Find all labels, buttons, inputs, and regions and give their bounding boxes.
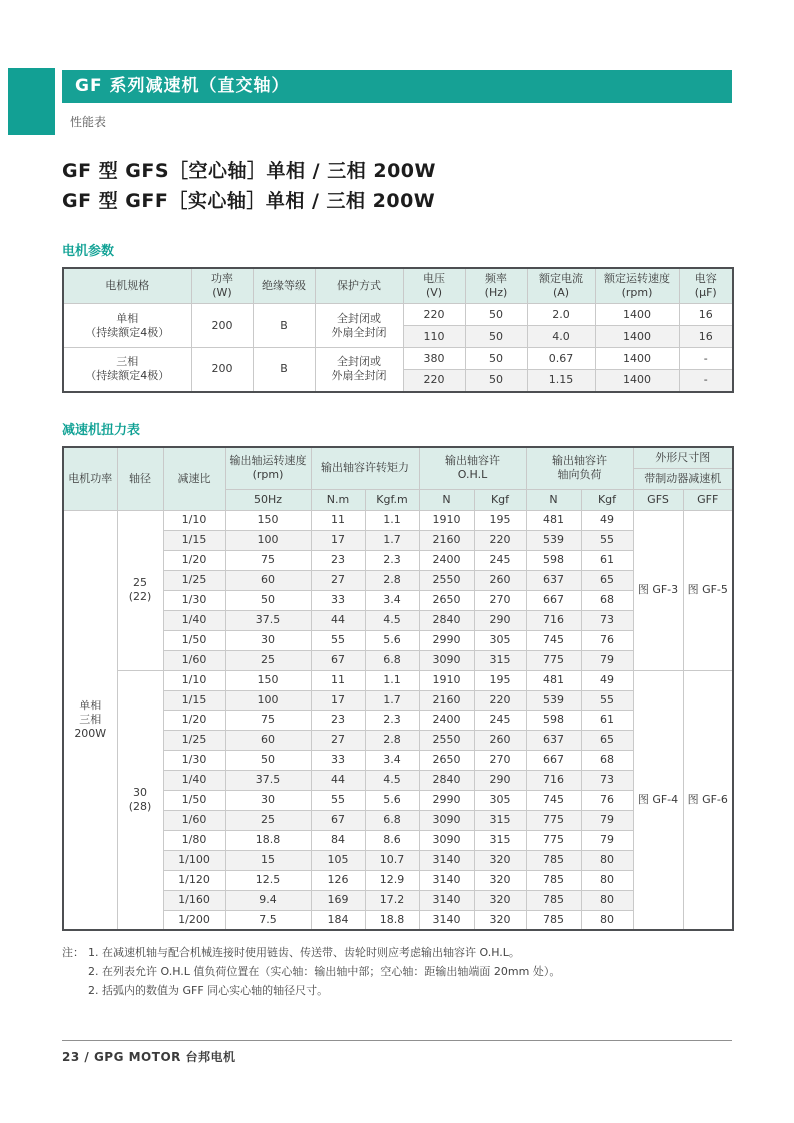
table-row (63, 870, 733, 890)
table-cell: 79 (581, 830, 633, 850)
table-cell: 320 (474, 870, 526, 890)
table-cell: 65 (581, 570, 633, 590)
table-row (63, 830, 733, 850)
table-cell: 481 (526, 670, 581, 690)
table-cell: 2990 (419, 790, 474, 810)
table-cell: 25 (225, 650, 311, 670)
table-cell: 73 (581, 770, 633, 790)
table-cell: 68 (581, 750, 633, 770)
column-header: 额定电流 (A) (527, 268, 595, 304)
table-cell: 4.5 (365, 770, 419, 790)
column-header: 额定运转速度 (rpm) (595, 268, 679, 304)
column-header: 功率 (W) (191, 268, 253, 304)
table-cell: 12.5 (225, 870, 311, 890)
unit-header-axial-n: N (526, 489, 581, 510)
table-cell: 3090 (419, 810, 474, 830)
unit-header-gfs: GFS (633, 489, 683, 510)
protection-cell: 全封闭或 外扇全封闭 (315, 348, 403, 392)
table-cell: 4.0 (527, 326, 595, 348)
column-header-allowable-torque: 输出轴容许转矩力 (311, 447, 419, 490)
motor-params-header-row (63, 268, 733, 304)
table-cell: 55 (311, 630, 365, 650)
table-cell: 290 (474, 770, 526, 790)
table-cell: 49 (581, 510, 633, 530)
table-cell: 785 (526, 910, 581, 930)
table-cell: 1400 (595, 370, 679, 392)
table-cell: 44 (311, 610, 365, 630)
table-cell: 50 (465, 326, 527, 348)
table-row (63, 510, 733, 530)
table-row (63, 710, 733, 730)
table-cell: 37.5 (225, 770, 311, 790)
page-footer (62, 1040, 732, 1065)
table-cell: 1.1 (365, 670, 419, 690)
table-cell: 1/50 (163, 790, 225, 810)
table-cell: 1/10 (163, 510, 225, 530)
table-cell: 320 (474, 850, 526, 870)
table-cell: 598 (526, 550, 581, 570)
table-cell: 68 (581, 590, 633, 610)
column-header: 频率 (Hz) (465, 268, 527, 304)
table-cell: 245 (474, 710, 526, 730)
table-cell: 2.3 (365, 550, 419, 570)
table-cell: 195 (474, 510, 526, 530)
table-row (63, 890, 733, 910)
table-cell: 775 (526, 830, 581, 850)
table-cell: 305 (474, 630, 526, 650)
table-cell: 2550 (419, 730, 474, 750)
table-row (63, 590, 733, 610)
table-cell: 27 (311, 570, 365, 590)
table-cell: 320 (474, 890, 526, 910)
table-cell: 30 (225, 790, 311, 810)
table-row (63, 530, 733, 550)
table-cell: 67 (311, 650, 365, 670)
table-cell: 0.67 (527, 348, 595, 370)
unit-header-gff: GFF (683, 489, 733, 510)
table-cell: 2160 (419, 690, 474, 710)
table-cell: 1/10 (163, 670, 225, 690)
notes (62, 943, 732, 1000)
column-header: 电容 (μF) (679, 268, 733, 304)
torque-table (62, 446, 734, 932)
product-title-gfs: GF 型 GFS［空心轴］单相 / 三相 200W (62, 160, 436, 182)
table-cell: 17 (311, 690, 365, 710)
table-cell: 1910 (419, 510, 474, 530)
table-cell: - (679, 348, 733, 370)
table-cell: 3090 (419, 650, 474, 670)
table-cell: 3140 (419, 850, 474, 870)
note-item: 2. 括弧内的数值为 GFF 同心实心轴的轴径尺寸。 (88, 984, 329, 997)
table-cell: 80 (581, 890, 633, 910)
table-cell: 315 (474, 830, 526, 850)
page-title-bar (62, 70, 732, 103)
table-cell: 1/50 (163, 630, 225, 650)
table-cell: 169 (311, 890, 365, 910)
table-cell: 1.7 (365, 530, 419, 550)
table-cell: 2400 (419, 550, 474, 570)
section-title-motor-params: 电机参数 (62, 244, 115, 259)
table-row (63, 810, 733, 830)
table-cell: 220 (474, 690, 526, 710)
table-cell: 126 (311, 870, 365, 890)
table-cell: 16 (679, 326, 733, 348)
table-cell: 17 (311, 530, 365, 550)
table-cell: 1/40 (163, 610, 225, 630)
table-cell: 195 (474, 670, 526, 690)
table-cell: 100 (225, 530, 311, 550)
table-cell: 1/120 (163, 870, 225, 890)
table-cell: 1.15 (527, 370, 595, 392)
table-cell: 3140 (419, 870, 474, 890)
table-cell: 1/60 (163, 650, 225, 670)
table-cell: 67 (311, 810, 365, 830)
insulation-cell: B (253, 304, 315, 348)
power-cell: 200 (191, 348, 253, 392)
table-cell: 49 (581, 670, 633, 690)
table-cell: 1.7 (365, 690, 419, 710)
page-number: 23 / GPG MOTOR 台邦电机 (62, 1050, 236, 1064)
table-cell: 1/20 (163, 710, 225, 730)
column-header: 电压 (V) (403, 268, 465, 304)
table-cell: 785 (526, 870, 581, 890)
table-cell: 637 (526, 730, 581, 750)
table-cell: 6.8 (365, 650, 419, 670)
product-title-gff: GF 型 GFF［实心轴］单相 / 三相 200W (62, 190, 436, 212)
table-cell: 1/25 (163, 570, 225, 590)
table-cell: 2.3 (365, 710, 419, 730)
table-cell: 33 (311, 750, 365, 770)
table-cell: 2840 (419, 610, 474, 630)
table-cell: 33 (311, 590, 365, 610)
table-cell: 27 (311, 730, 365, 750)
product-titles (62, 156, 732, 216)
table-row (63, 348, 733, 370)
figure-gff-cell: 图 GF-6 (683, 670, 733, 930)
table-cell: 1/60 (163, 810, 225, 830)
motor-params-table (62, 267, 734, 393)
table-cell: 50 (465, 348, 527, 370)
table-row (63, 850, 733, 870)
table-row (63, 750, 733, 770)
subtitle: 性能表 (70, 115, 107, 129)
table-cell: 50 (225, 590, 311, 610)
table-cell: 637 (526, 570, 581, 590)
table-cell: 1/40 (163, 770, 225, 790)
table-cell: 80 (581, 850, 633, 870)
table-row (63, 550, 733, 570)
shaft-diameter-cell: 30 (28) (117, 670, 163, 930)
table-cell: 1910 (419, 670, 474, 690)
table-cell: 23 (311, 710, 365, 730)
torque-header-row-1 (63, 447, 733, 469)
table-cell: 716 (526, 770, 581, 790)
column-header: 保护方式 (315, 268, 403, 304)
footer-divider (62, 1040, 732, 1041)
table-cell: 2840 (419, 770, 474, 790)
motor-spec-cell: 三相 （持续额定4极） (63, 348, 191, 392)
table-cell: 61 (581, 710, 633, 730)
table-cell: 11 (311, 510, 365, 530)
table-cell: 37.5 (225, 610, 311, 630)
table-cell: 84 (311, 830, 365, 850)
table-cell: - (679, 370, 733, 392)
table-cell: 598 (526, 710, 581, 730)
table-cell: 18.8 (225, 830, 311, 850)
table-cell: 745 (526, 790, 581, 810)
table-cell: 2160 (419, 530, 474, 550)
table-cell: 539 (526, 690, 581, 710)
unit-header-kgfm: Kgf.m (365, 489, 419, 510)
table-cell: 260 (474, 730, 526, 750)
table-cell: 2.0 (527, 304, 595, 326)
table-cell: 61 (581, 550, 633, 570)
table-cell: 3.4 (365, 750, 419, 770)
unit-header-nm: N.m (311, 489, 365, 510)
page-title: GF 系列减速机（直交轴） (75, 76, 290, 96)
table-cell: 17.2 (365, 890, 419, 910)
table-cell: 245 (474, 550, 526, 570)
table-row (63, 570, 733, 590)
table-cell: 1/160 (163, 890, 225, 910)
table-cell: 1400 (595, 304, 679, 326)
table-cell: 260 (474, 570, 526, 590)
table-cell: 2.8 (365, 730, 419, 750)
table-cell: 75 (225, 550, 311, 570)
column-header-axial-load: 输出轴容许 轴向负荷 (526, 447, 633, 490)
section-title-torque: 减速机扭力表 (62, 422, 141, 438)
table-cell: 667 (526, 750, 581, 770)
table-cell: 150 (225, 510, 311, 530)
table-cell: 1/30 (163, 590, 225, 610)
table-cell: 44 (311, 770, 365, 790)
table-cell: 785 (526, 850, 581, 870)
table-row (63, 770, 733, 790)
shaft-diameter-cell: 25 (22) (117, 510, 163, 670)
table-cell: 220 (403, 370, 465, 392)
unit-header-ohl-kgf: Kgf (474, 489, 526, 510)
table-cell: 2400 (419, 710, 474, 730)
column-header: 绝缘等级 (253, 268, 315, 304)
table-cell: 1400 (595, 326, 679, 348)
table-row (63, 690, 733, 710)
table-cell: 23 (311, 550, 365, 570)
table-row (63, 790, 733, 810)
figure-gff-cell: 图 GF-5 (683, 510, 733, 670)
table-cell: 1/100 (163, 850, 225, 870)
table-cell: 18.8 (365, 910, 419, 930)
notes-prefix: 注： (62, 946, 84, 959)
table-cell: 76 (581, 630, 633, 650)
table-row (63, 730, 733, 750)
table-cell: 79 (581, 810, 633, 830)
column-header-shaft-dia: 轴径 (117, 447, 163, 511)
table-cell: 3140 (419, 910, 474, 930)
figure-gfs-cell: 图 GF-4 (633, 670, 683, 930)
insulation-cell: B (253, 348, 315, 392)
table-cell: 105 (311, 850, 365, 870)
table-cell: 1.1 (365, 510, 419, 530)
table-cell: 2550 (419, 570, 474, 590)
table-cell: 80 (581, 870, 633, 890)
table-cell: 315 (474, 650, 526, 670)
table-cell: 110 (403, 326, 465, 348)
table-row (63, 650, 733, 670)
table-cell: 5.6 (365, 790, 419, 810)
table-cell: 65 (581, 730, 633, 750)
left-accent-block (8, 68, 55, 135)
table-cell: 184 (311, 910, 365, 930)
column-header-dimension-figure: 外形尺寸图 (633, 447, 733, 469)
table-cell: 76 (581, 790, 633, 810)
table-cell: 9.4 (225, 890, 311, 910)
unit-header-axial-kgf: Kgf (581, 489, 633, 510)
table-cell: 79 (581, 650, 633, 670)
table-cell: 2990 (419, 630, 474, 650)
table-cell: 5.6 (365, 630, 419, 650)
table-cell: 100 (225, 690, 311, 710)
table-cell: 3.4 (365, 590, 419, 610)
table-cell: 15 (225, 850, 311, 870)
column-header-output-speed: 输出轴运转速度 (rpm) (225, 447, 311, 490)
table-cell: 785 (526, 890, 581, 910)
table-cell: 75 (225, 710, 311, 730)
table-cell: 50 (225, 750, 311, 770)
protection-cell: 全封闭或 外扇全封闭 (315, 304, 403, 348)
table-cell: 1/80 (163, 830, 225, 850)
table-cell: 1/30 (163, 750, 225, 770)
column-header-motor-power: 电机功率 (63, 447, 117, 511)
table-cell: 55 (581, 690, 633, 710)
table-cell: 1/25 (163, 730, 225, 750)
note-item: 2. 在列表允许 O.H.L 值负荷位置在（实心轴：输出轴中部；空心轴：距输出轴端面 20mm 处）。 (88, 965, 561, 978)
table-cell: 16 (679, 304, 733, 326)
table-cell: 539 (526, 530, 581, 550)
table-cell: 716 (526, 610, 581, 630)
note-item: 1. 在减速机轴与配合机械连接时使用链齿、传送带、齿轮时则应考虑输出轴容许 O.H.L。 (88, 946, 520, 959)
motor-spec-cell: 单相 （持续额定4极） (63, 304, 191, 348)
table-cell: 1/15 (163, 690, 225, 710)
table-cell: 1/15 (163, 530, 225, 550)
table-cell: 7.5 (225, 910, 311, 930)
table-row (63, 670, 733, 690)
figure-gfs-cell: 图 GF-3 (633, 510, 683, 670)
table-cell: 775 (526, 810, 581, 830)
table-cell: 667 (526, 590, 581, 610)
table-cell: 1/20 (163, 550, 225, 570)
table-cell: 270 (474, 590, 526, 610)
power-cell: 200 (191, 304, 253, 348)
table-cell: 25 (225, 810, 311, 830)
table-cell: 11 (311, 670, 365, 690)
table-cell: 50 (465, 370, 527, 392)
table-cell: 4.5 (365, 610, 419, 630)
table-cell: 481 (526, 510, 581, 530)
unit-header-50hz: 50Hz (225, 489, 311, 510)
table-cell: 2.8 (365, 570, 419, 590)
column-header-ratio: 减速比 (163, 447, 225, 511)
table-cell: 745 (526, 630, 581, 650)
table-cell: 2650 (419, 750, 474, 770)
table-cell: 8.6 (365, 830, 419, 850)
table-row (63, 910, 733, 930)
table-cell: 3090 (419, 830, 474, 850)
column-header-brake-reducer: 带制动器减速机 (633, 468, 733, 489)
column-header: 电机规格 (63, 268, 191, 304)
table-cell: 775 (526, 650, 581, 670)
table-cell: 2650 (419, 590, 474, 610)
column-header-ohl: 输出轴容许 O.H.L (419, 447, 526, 490)
table-cell: 73 (581, 610, 633, 630)
table-cell: 1400 (595, 348, 679, 370)
table-cell: 315 (474, 810, 526, 830)
unit-header-ohl-n: N (419, 489, 474, 510)
table-cell: 80 (581, 910, 633, 930)
table-cell: 1/200 (163, 910, 225, 930)
table-cell: 305 (474, 790, 526, 810)
table-cell: 60 (225, 570, 311, 590)
table-cell: 220 (403, 304, 465, 326)
table-cell: 3140 (419, 890, 474, 910)
table-cell: 290 (474, 610, 526, 630)
table-cell: 220 (474, 530, 526, 550)
table-cell: 320 (474, 910, 526, 930)
table-cell: 380 (403, 348, 465, 370)
table-row (63, 630, 733, 650)
table-cell: 270 (474, 750, 526, 770)
table-cell: 55 (311, 790, 365, 810)
table-cell: 6.8 (365, 810, 419, 830)
table-row (63, 304, 733, 326)
table-cell: 10.7 (365, 850, 419, 870)
table-cell: 50 (465, 304, 527, 326)
table-cell: 150 (225, 670, 311, 690)
table-cell: 30 (225, 630, 311, 650)
motor-power-cell: 单相 三相 200W (63, 510, 117, 930)
table-cell: 12.9 (365, 870, 419, 890)
table-cell: 60 (225, 730, 311, 750)
table-cell: 55 (581, 530, 633, 550)
table-row (63, 610, 733, 630)
